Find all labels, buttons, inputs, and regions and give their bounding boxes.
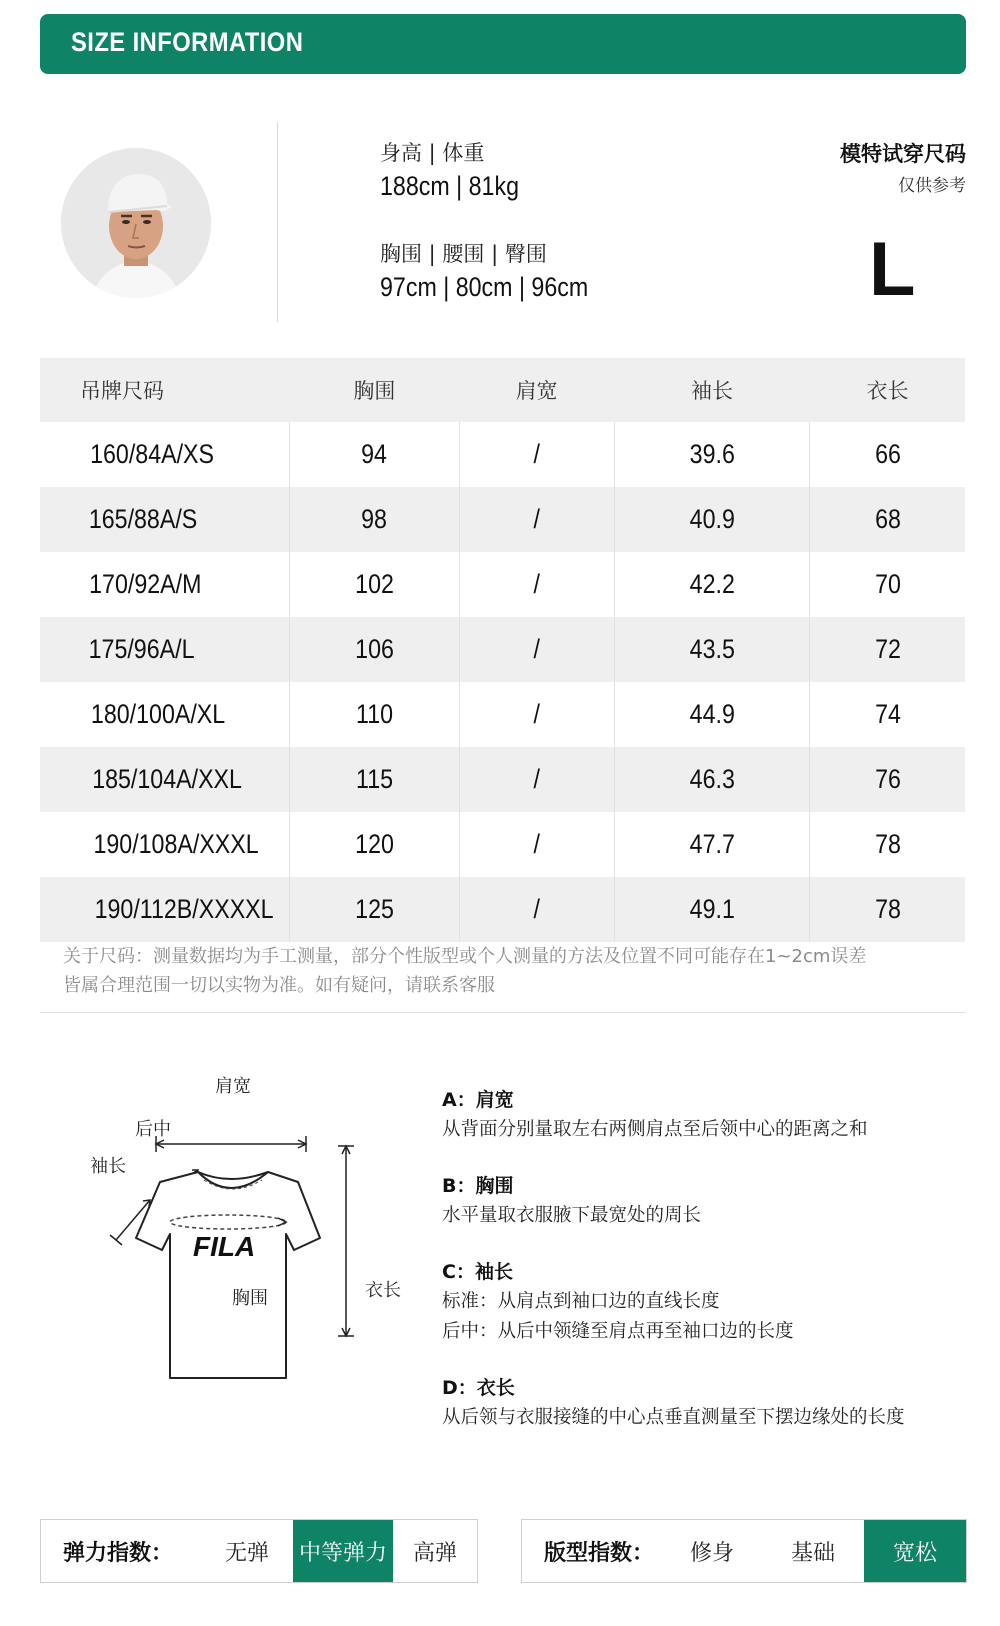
elasticity-title: 弹力指数： <box>63 1540 174 1566</box>
cell-text: 74 <box>874 699 901 729</box>
table-row <box>40 812 965 877</box>
model-size-title: 模特试穿尺码 <box>840 142 966 166</box>
cell-text: / <box>533 439 540 469</box>
cell-text: 47.7 <box>689 829 735 859</box>
cell-sleeve <box>614 877 810 942</box>
height-weight-label: 身高 | 体重 <box>380 141 485 165</box>
definition-title: D：衣长 <box>442 1377 515 1399</box>
header-shoulder: 肩宽 <box>459 358 614 422</box>
note-line: 关于尺码：测量数据均为手工测量，部分个性版型或个人测量的方法及位置不同可能存在1~2cm误差 <box>63 946 867 967</box>
definition-title: C：袖长 <box>442 1261 513 1283</box>
cell-chest <box>290 422 459 487</box>
cell-text: 115 <box>355 764 393 794</box>
cell-text: 70 <box>874 569 901 599</box>
cell-text: 66 <box>874 439 901 469</box>
cell-chest <box>290 487 459 552</box>
cell-shoulder <box>459 682 614 747</box>
cell-size <box>40 682 290 747</box>
cell-text: / <box>533 699 540 729</box>
elasticity-index <box>40 1519 478 1583</box>
cell-shoulder <box>459 617 614 682</box>
header-sleeve: 袖长 <box>614 358 810 422</box>
cell-chest <box>290 812 459 877</box>
cell-shoulder <box>459 877 614 942</box>
header-title: SIZE INFORMATION <box>71 27 304 57</box>
fit-option-loose: 宽松 <box>864 1520 966 1582</box>
cell-text: / <box>533 634 540 664</box>
elasticity-option-medium: 中等弹力 <box>293 1520 393 1582</box>
table-row <box>40 747 965 812</box>
fit-index <box>521 1519 967 1583</box>
cell-length <box>810 747 965 812</box>
definition-text: 水平量取衣服腋下最宽处的周长 <box>442 1205 702 1226</box>
definition-item <box>442 1085 962 1145</box>
cell-text: 98 <box>361 504 388 534</box>
cell-sleeve <box>614 422 810 487</box>
cell-text: 94 <box>361 439 388 469</box>
length-label: 衣长 <box>365 1280 401 1301</box>
cell-chest <box>290 617 459 682</box>
cell-size <box>40 552 290 617</box>
cell-sleeve <box>614 487 810 552</box>
cell-text: 39.6 <box>689 439 735 469</box>
cell-text: 175/96A/L <box>88 634 195 664</box>
table-row <box>40 422 965 487</box>
size-note <box>63 942 963 1000</box>
cell-text: 40.9 <box>689 504 735 534</box>
cell-text: / <box>533 504 540 534</box>
cell-size <box>40 617 290 682</box>
cell-size <box>40 812 290 877</box>
body-measure-label: 胸围 | 腰围 | 臀围 <box>380 242 547 266</box>
cell-chest <box>290 552 459 617</box>
cell-text: 106 <box>354 634 394 664</box>
back-center-label: 后中 <box>135 1119 171 1140</box>
elasticity-option-high: 高弹 <box>412 1540 457 1566</box>
header-chest: 胸围 <box>290 358 459 422</box>
cell-text: 190/112B/XXXXL <box>94 894 274 924</box>
cell-text: 76 <box>874 764 901 794</box>
cell-sleeve <box>614 747 810 812</box>
cell-text: 190/108A/XXXL <box>93 829 259 859</box>
model-avatar <box>61 148 211 298</box>
cell-length <box>810 877 965 942</box>
measurement-diagram <box>80 1076 430 1410</box>
cell-chest <box>290 747 459 812</box>
cell-size <box>40 422 290 487</box>
cell-text: / <box>533 829 540 859</box>
definition-title: B：胸围 <box>442 1175 514 1197</box>
body-measure-value: 97cm | 80cm | 96cm <box>380 272 589 302</box>
cell-length <box>810 682 965 747</box>
cell-shoulder <box>459 747 614 812</box>
definition-text: 标准：从肩点到袖口边的直线长度 <box>442 1291 720 1312</box>
cell-text: 160/84A/XS <box>90 439 215 469</box>
cell-text: 120 <box>354 829 394 859</box>
cell-text: 46.3 <box>689 764 735 794</box>
definition-item <box>442 1373 962 1433</box>
cell-text: 102 <box>354 569 394 599</box>
cell-shoulder <box>459 487 614 552</box>
model-size-value: L <box>869 227 916 312</box>
cell-text: / <box>533 894 540 924</box>
cell-text: 185/104A/XXL <box>92 764 242 794</box>
cell-text: 170/92A/M <box>89 569 202 599</box>
fila-logo: FILA <box>193 1231 256 1262</box>
definition-item <box>442 1171 962 1231</box>
cell-sleeve <box>614 552 810 617</box>
definition-title: A：肩宽 <box>442 1089 514 1111</box>
cell-length <box>810 812 965 877</box>
measurement-definitions <box>442 1085 962 1459</box>
header-length: 衣长 <box>810 358 965 422</box>
table-row <box>40 617 965 682</box>
cell-size <box>40 747 290 812</box>
cell-shoulder <box>459 812 614 877</box>
sleeve-length-label: 袖长 <box>90 1156 126 1177</box>
height-weight-value: 188cm | 81kg <box>380 171 519 201</box>
cell-text: 125 <box>354 894 394 924</box>
model-divider <box>277 122 278 322</box>
cell-length <box>810 617 965 682</box>
definition-item <box>442 1257 962 1347</box>
cell-length <box>810 487 965 552</box>
cell-text: 78 <box>874 829 901 859</box>
table-row <box>40 552 965 617</box>
cell-chest <box>290 877 459 942</box>
tshirt-diagram-image <box>80 1100 430 1410</box>
definition-text: 从后领与衣服接缝的中心点垂直测量至下摆边缘处的长度 <box>442 1407 905 1428</box>
cell-text: / <box>533 764 540 794</box>
cell-text: 180/100A/XL <box>90 699 226 729</box>
table-header-row <box>40 358 965 422</box>
cell-sleeve <box>614 617 810 682</box>
cell-size <box>40 877 290 942</box>
cell-text: 78 <box>874 894 901 924</box>
size-table <box>40 358 965 942</box>
cell-sleeve <box>614 812 810 877</box>
fit-title: 版型指数： <box>544 1540 655 1566</box>
cell-text: 165/88A/S <box>88 504 198 534</box>
cell-shoulder <box>459 552 614 617</box>
definition-text: 后中：从后中领缝至肩点再至袖口边的长度 <box>442 1321 794 1342</box>
section-header <box>40 14 966 74</box>
note-line: 皆属合理范围一切以实物为准。如有疑问，请联系客服 <box>63 975 495 996</box>
model-portrait-image <box>61 148 211 298</box>
cell-chest <box>290 682 459 747</box>
model-size-subtitle: 仅供参考 <box>898 176 966 196</box>
cell-text: 110 <box>355 699 393 729</box>
elasticity-option-none: 无弹 <box>224 1540 269 1566</box>
header-tag-size: 吊牌尺码 <box>40 358 290 422</box>
cell-text: 68 <box>874 504 901 534</box>
fit-option-slim: 修身 <box>689 1540 734 1566</box>
section-divider <box>40 1012 965 1013</box>
cell-length <box>810 422 965 487</box>
chest-label: 胸围 <box>232 1288 268 1309</box>
cell-sleeve <box>614 682 810 747</box>
fit-option-regular: 基础 <box>790 1540 835 1566</box>
cell-text: 72 <box>874 634 901 664</box>
table-row <box>40 682 965 747</box>
cell-size <box>40 487 290 552</box>
table-row <box>40 877 965 942</box>
cell-text: 44.9 <box>689 699 735 729</box>
cell-length <box>810 552 965 617</box>
cell-text: 43.5 <box>689 634 735 664</box>
cell-text: 42.2 <box>689 569 735 599</box>
shoulder-width-label: 肩宽 <box>215 1076 251 1097</box>
definition-text: 从背面分别量取左右两侧肩点至后领中心的距离之和 <box>442 1119 868 1140</box>
cell-shoulder <box>459 422 614 487</box>
cell-text: 49.1 <box>689 894 735 924</box>
table-row <box>40 487 965 552</box>
cell-text: / <box>533 569 540 599</box>
